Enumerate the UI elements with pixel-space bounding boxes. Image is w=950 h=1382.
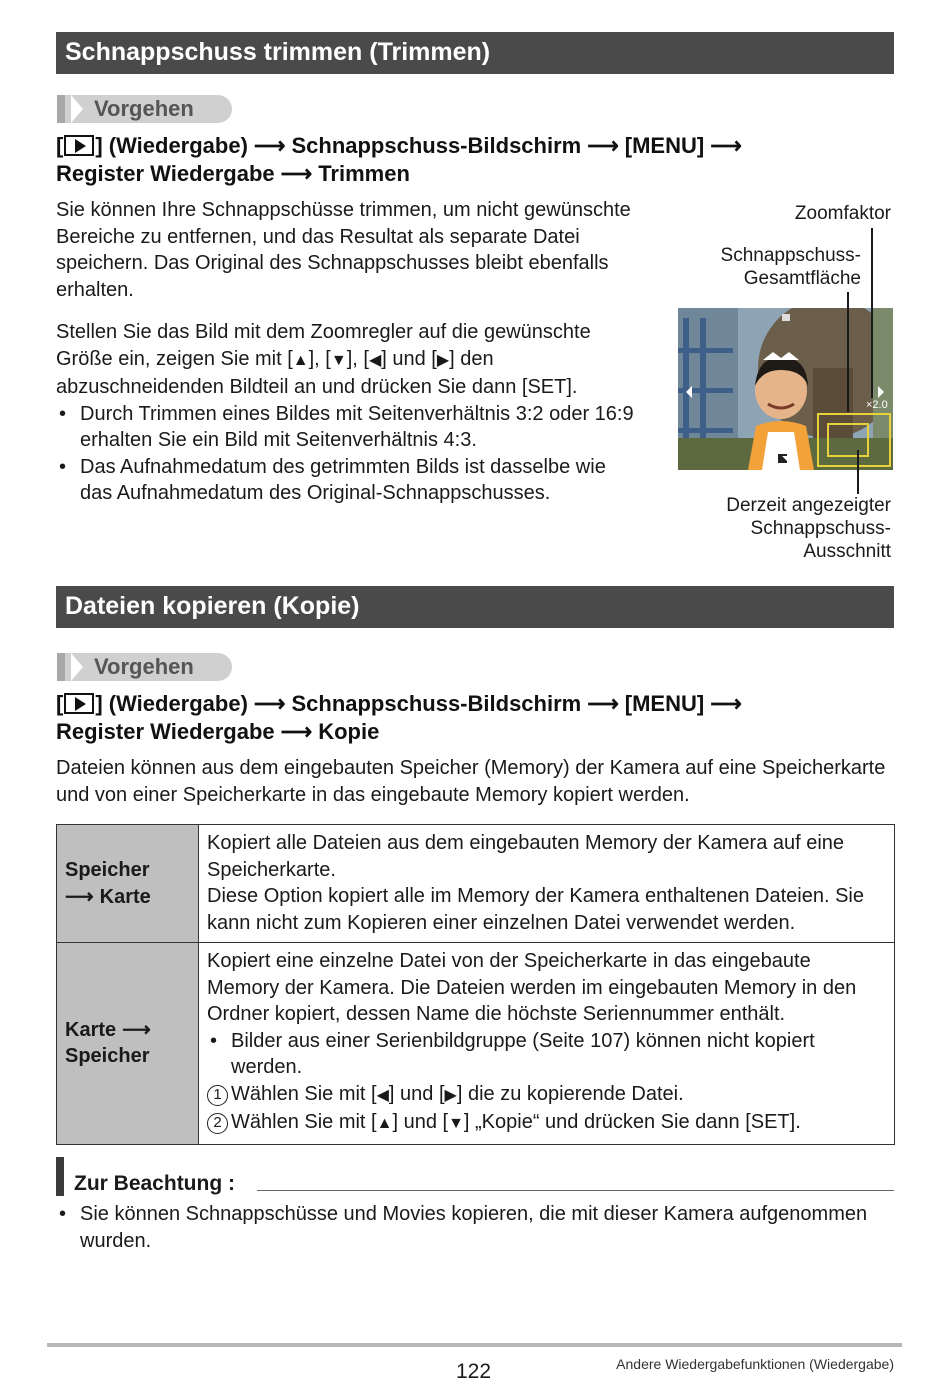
label-total-area: Schnappschuss- Gesamtfläche <box>720 245 861 289</box>
leader-line-current <box>857 450 859 494</box>
step-number: 2 <box>207 1113 228 1134</box>
step-number: 1 <box>207 1085 228 1106</box>
note-content <box>56 1201 894 1254</box>
note-title: Zur Beachtung : <box>74 1172 235 1195</box>
nav-line-2: Register Wiedergabe ⟶ Kopie <box>56 719 380 744</box>
down-icon: ▼ <box>448 1115 464 1132</box>
arrow-icon: ⟶ <box>65 885 94 908</box>
step-2: 2 Wählen Sie mit [▲] und [▼] „Kopie“ und drücken Sie dann [SET]. <box>207 1109 886 1138</box>
trim-intro-paragraph: Sie können Ihre Schnappschüsse trimmen, um nicht gewünschte Bereiche zu entfernen, und das Resultat als separate Datei speichern. Das Original des Schnappschusses bleibt ebenfalls erhalten. <box>56 199 631 301</box>
step-1: 1 Wählen Sie mit [◀] und [▶] die zu kopierende Datei. <box>207 1081 886 1110</box>
nav-line-1: [ ] (Wiedergabe) ⟶ Schnappschuss-Bildschirm ⟶ [MENU] ⟶ <box>56 133 742 158</box>
trim-instructions-text: Stellen Sie das Bild mit dem Zoomregler auf die gewünschte Größe ein, zeigen Sie mit [▲], [▼], [◀] und [▶] den abzuschneidenden Bildteil an und drücken Sie dann [SET]. <box>56 321 591 398</box>
arrow-icon: ⟶ <box>587 691 619 716</box>
arrow-icon: ⟶ <box>710 133 742 158</box>
left-icon: ◀ <box>376 1086 389 1104</box>
photo-illustration <box>678 308 893 470</box>
zoom-readout: ×2.0 <box>866 399 888 411</box>
list-item: • Durch Trimmen eines Bildes mit Seitenverhältnis 3:2 oder 16:9 erhalten Sie ein Bild mit Seitenverhältnis 4:3. <box>56 401 636 454</box>
list-item: • Bilder aus einer Serienbildgruppe (Seite 107) können nicht kopiert werden. <box>207 1028 886 1081</box>
copy-intro-paragraph: Dateien können aus dem eingebauten Speicher (Memory) der Kamera auf eine Speicherkarte und von einer Speicherkarte in das eingebaute Memory kopiert werden. <box>56 757 886 806</box>
list-item: • Das Aufnahmedatum des getrimmten Bilds ist dasselbe wie das Aufnahmedatum des Original-Schnappschusses. <box>56 454 636 507</box>
nav-line-1: [ ] (Wiedergabe) ⟶ Schnappschuss-Bildschirm ⟶ [MENU] ⟶ <box>56 691 742 716</box>
nav-line-2: Register Wiedergabe ⟶ Trimmen <box>56 161 410 186</box>
option-memory-to-card: Speicher ⟶ Karte <box>57 825 199 943</box>
arrow-icon: ⟶ <box>253 133 286 158</box>
section-title-trimmen: Schnappschuss trimmen (Trimmen) <box>56 32 894 74</box>
procedure-label: Vorgehen <box>57 95 232 123</box>
playback-icon <box>64 135 94 156</box>
navigation-path <box>56 132 894 188</box>
arrow-icon: ⟶ <box>710 691 742 716</box>
option-description: Kopiert alle Dateien aus dem eingebauten Memory der Kamera auf eine Speicherkarte. Diese Option kopiert alle im Memory der Kamera enthaltenen Dateien. Sie kann nicht zum Kopieren einer einzelnen Datei verwendet werden. <box>199 825 895 943</box>
arrow-icon: ⟶ <box>587 133 619 158</box>
arrow-icon: ⟶ <box>122 1018 151 1041</box>
arrow-icon: ⟶ <box>280 161 313 186</box>
chapter-title: Andere Wiedergabefunktionen (Wiedergabe) <box>616 1356 894 1372</box>
right-icon: ▶ <box>436 351 450 369</box>
arrow-icon: ⟶ <box>280 719 313 744</box>
copy-options-table <box>56 824 895 1145</box>
leader-line-total <box>847 292 849 412</box>
option-card-to-memory: Karte ⟶ Speicher <box>57 943 199 1145</box>
note-divider <box>257 1190 894 1191</box>
down-icon: ▼ <box>330 351 347 369</box>
note-marker <box>56 1157 64 1196</box>
up-icon: ▲ <box>292 351 309 369</box>
trim-instructions <box>56 319 636 507</box>
arrow-icon: ⟶ <box>253 691 286 716</box>
page-number: 122 <box>456 1360 492 1382</box>
section-title-kopie: Dateien kopieren (Kopie) <box>56 586 894 628</box>
table-row <box>57 943 895 1145</box>
leader-line-zoom <box>871 228 873 398</box>
left-icon: ◀ <box>368 351 382 369</box>
label-zoom-factor: Zoomfaktor <box>794 203 891 224</box>
trim-example-photo <box>678 308 893 470</box>
up-icon: ▲ <box>376 1115 393 1132</box>
label-current-section: Derzeit angezeigter Schnappschuss- Ausschnitt <box>726 495 891 562</box>
playback-icon <box>64 693 94 714</box>
procedure-label: Vorgehen <box>57 653 232 681</box>
footer-divider <box>47 1343 902 1347</box>
option-description: Kopiert eine einzelne Datei von der Speicherkarte in das eingebaute Memory der Kamera. Die Dateien werden im eingebauten Memory in den Ordner kopiert, dessen Name die höchste Seriennummer enthält. • Bilder aus einer Serienbildgruppe (Seite 107) können nicht kopiert werden. 1 Wählen Sie mit [◀] und [▶] die zu kopierende Datei. 2 Wählen Sie mit [▲] und [▼] „Kopie“ und drücken Sie dann [SET]. <box>199 943 895 1145</box>
right-icon: ▶ <box>444 1086 457 1104</box>
navigation-path <box>56 690 894 746</box>
table-row <box>57 825 895 943</box>
list-item: • Sie können Schnappschüsse und Movies kopieren, die mit dieser Kamera aufgenommen wurden. <box>56 1201 894 1254</box>
